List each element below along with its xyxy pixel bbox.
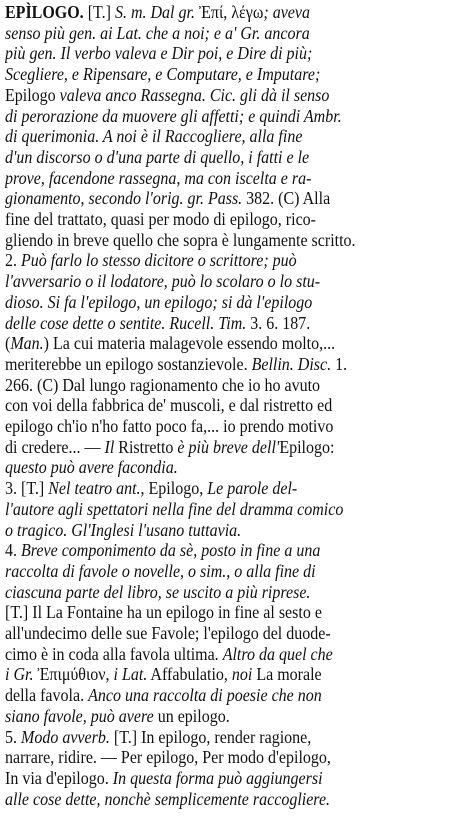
italic-text: dioso. Si fa l'epilogo, un epilogo; si dà l'epilogo — [5, 291, 313, 312]
italic-text: noi — [231, 664, 253, 685]
entry-text-line — [5, 664, 425, 684]
text-segment: Ἐπιμύθιον, — [33, 664, 114, 685]
italic-text: di perorazione da muovere gli affetti; e quindi Ambr. — [5, 105, 342, 126]
entry-text-line — [5, 354, 425, 374]
text-segment: 5. — [5, 726, 21, 747]
italic-text: questo può avere facondia. — [5, 457, 178, 478]
italic-text: i Gr. — [5, 664, 34, 685]
entry-text-line — [5, 85, 425, 105]
entry-text-line — [5, 768, 425, 788]
entry-text-line — [5, 168, 425, 188]
italic-text: i Lat. — [113, 664, 148, 685]
entry-text-line — [5, 727, 425, 747]
entry-text-line — [5, 520, 425, 540]
entry-text-line — [5, 561, 425, 581]
entry-text-line — [5, 685, 425, 705]
italic-text: Man. — [10, 333, 44, 354]
text-segment: , Epilogo, — [140, 478, 208, 499]
text-segment: gliendo in breve quello che sopra è lungamente scritto. — [5, 229, 356, 250]
text-segment: 3. 6. 187. — [246, 312, 311, 333]
entry-text-line — [5, 126, 425, 146]
italic-text: Le parole del- — [207, 478, 298, 499]
italic-text: Può farlo lo stesso dicitore o scrittore; può — [20, 250, 297, 271]
entry-text-line — [5, 230, 425, 250]
text-segment: Epilogo: — [279, 436, 335, 457]
text-segment: 266. (C) Dal lungo ragionamento che io ho avuto — [5, 374, 321, 395]
italic-text: Breve componimento da sè, posto in fine a una — [20, 540, 321, 561]
text-segment: 3. [T.] — [5, 478, 49, 499]
entry-text-line — [5, 437, 425, 457]
text-segment: Epilogo — [5, 84, 60, 105]
entry-text-line — [5, 540, 425, 560]
entry-text-line — [5, 292, 425, 312]
italic-text: Altro da quel che — [222, 643, 333, 664]
italic-text: d'un discorso o d'una parte di quello, i fatti e le — [5, 146, 310, 167]
italic-text: o tragico. Gl'Inglesi l'usano tuttavia. — [5, 519, 242, 540]
entry-text-line — [5, 333, 425, 353]
entry-text-line — [5, 602, 425, 622]
text-segment: La morale — [252, 664, 322, 685]
italic-text: siano favole, può avere — [5, 705, 154, 726]
italic-text: Nel teatro ant. — [48, 478, 141, 499]
text-segment: 2. — [5, 250, 21, 271]
italic-text: valeva anco Rassegna. Cic. gli dà il senso — [59, 84, 330, 105]
text-segment: In via d'epilogo. — [5, 767, 113, 788]
text-segment: un epilogo. — [153, 705, 230, 726]
text-segment: narrare, ridire. — Per epilogo, Per modo d'epilogo, — [5, 747, 331, 768]
text-segment: Ristretto — [114, 436, 178, 457]
italic-text: S. m. Dal gr. — [114, 2, 199, 22]
italic-text: In questa forma può aggiungersi — [112, 767, 323, 788]
entry-text-line — [5, 416, 425, 436]
italic-text: l'autore agli spettatori nella fine del dramma comico — [5, 498, 344, 519]
italic-text: Bellin. Disc. — [251, 353, 332, 374]
entry-text-line — [5, 313, 425, 333]
entry-text-line — [5, 209, 425, 229]
italic-text: ; aveva — [263, 2, 311, 22]
italic-text: prove, facendone rassegna, ma con iscelta e ra- — [5, 167, 312, 188]
headword: EPÌLOGO. — [5, 2, 84, 22]
entry-headline — [5, 2, 425, 22]
entry-text-line — [5, 271, 425, 291]
entry-text-line — [5, 64, 425, 84]
entry-text-line — [5, 395, 425, 415]
entry-text-line — [5, 23, 425, 43]
text-segment: epilogo ch'io n'ho fatto poco fa,... io prendo motivo — [5, 416, 334, 436]
italic-text: Anco una raccolta di poesie che non — [88, 685, 322, 706]
entry-text-line — [5, 188, 425, 208]
text-segment: Ἐπί, λέγω — [198, 2, 264, 22]
text-segment: [T.] Il La Fontaine ha un epilogo in fine al sesto e — [5, 602, 322, 623]
italic-text: più gen. Il verbo valeva e Dir poi, e Dire di più; — [5, 43, 313, 64]
italic-text: raccolta di favole o novelle, o sim., o alla fine di — [5, 560, 316, 581]
italic-text: gionamento, secondo l'orig. gr. Pass. — [5, 188, 243, 209]
entry-text-line — [5, 457, 425, 477]
italic-text: alle cose dette, nonchè semplicemente raccogliere. — [5, 788, 331, 809]
entry-text-line — [5, 499, 425, 519]
text-segment: con voi della fabbrica de' muscoli, e dal ristretto ed — [5, 395, 333, 416]
italic-text: Modo avverb. — [20, 726, 110, 747]
italic-text: è più breve dell' — [177, 436, 280, 457]
text-segment: 382. (C) Alla — [242, 188, 331, 209]
text-segment: all'undecimo delle sue Favole; l'epilogo del duode- — [5, 623, 331, 643]
italic-text: Scegliere, e Ripensare, e Computare, e Imputare; — [5, 64, 321, 85]
entry-text-line — [5, 644, 425, 664]
italic-text: Il — [104, 436, 115, 457]
italic-text: delle cose dette o sentite. Rucell. Tim. — [5, 312, 247, 333]
italic-text: l'avversario o il lodatore, può lo scolaro o lo stu- — [5, 271, 321, 292]
entry-text-line — [5, 706, 425, 726]
italic-text: di querimonia. A noi è il Raccogliere, alla fine — [5, 126, 303, 147]
entry-text-line — [5, 147, 425, 167]
text-segment: [T.] In epilogo, render ragione, — [109, 726, 312, 747]
entry-text-line — [5, 747, 425, 767]
text-segment: Affabulatio, — [147, 664, 232, 685]
italic-text: senso più gen. ai Lat. che a noi; e a' Gr. ancora — [5, 22, 310, 43]
text-segment: di credere... — — [5, 436, 105, 457]
text-segment: fine del trattato, quasi per modo di epilogo, rico- — [5, 209, 317, 229]
text-segment: cimo è in coda alla favola ultima. — [5, 643, 223, 664]
entry-text-line — [5, 478, 425, 498]
text-segment: ( — [5, 333, 11, 354]
entry-text-line — [5, 375, 425, 395]
entry-text-line — [5, 623, 425, 643]
text-segment: [T.] — [83, 2, 115, 22]
italic-text: ciascuna parte del libro, se uscito a più riprese. — [5, 581, 311, 602]
text-segment: meriterebbe un epilogo sostanzievole. — [5, 353, 252, 374]
entry-text-line — [5, 250, 425, 270]
entry-text-line — [5, 582, 425, 602]
text-segment: ) La cui materia malagevole essendo molto,... — [43, 333, 336, 354]
text-segment: 4. — [5, 540, 21, 561]
entry-text-line — [5, 43, 425, 63]
entry-text-line — [5, 789, 425, 809]
entry-text-line — [5, 106, 425, 126]
text-segment: della favola. — [5, 685, 89, 706]
text-segment: 1. — [331, 353, 348, 374]
